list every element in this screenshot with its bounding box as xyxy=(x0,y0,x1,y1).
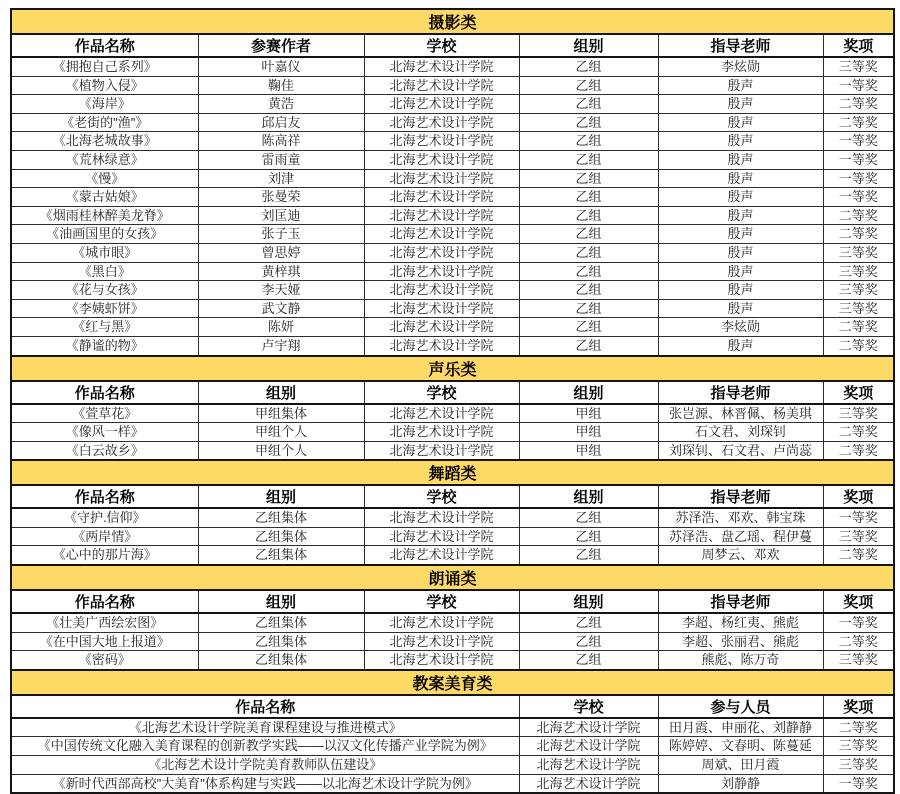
table-cell: 石文君、刘琛钊 xyxy=(658,423,823,442)
table-cell: 一等奖 xyxy=(823,188,894,207)
table-cell: 乙组 xyxy=(519,132,658,151)
table-cell: 二等奖 xyxy=(823,546,894,565)
table-cell: 北海艺术设计学院 xyxy=(364,132,519,151)
table-cell: 陈妍 xyxy=(198,318,364,337)
table-cell: 三等奖 xyxy=(823,651,894,670)
column-header: 参与人员 xyxy=(658,695,823,718)
table-row xyxy=(11,225,894,244)
table-cell: 《密码》 xyxy=(11,651,198,670)
table-cell: 北海艺术设计学院 xyxy=(364,651,519,670)
table-cell: 一等奖 xyxy=(823,169,894,188)
column-header: 作品名称 xyxy=(11,590,198,613)
table-cell: 《新时代西部高校"大美育"体系构建与实践——以北海艺术设计学院为例》 xyxy=(11,774,519,793)
column-header: 学校 xyxy=(364,590,519,613)
table-cell: 北海艺术设计学院 xyxy=(364,613,519,632)
table-cell: 乙组 xyxy=(519,613,658,632)
table-cell: 二等奖 xyxy=(823,225,894,244)
table-cell: 《两岸情》 xyxy=(11,527,198,546)
column-header: 奖项 xyxy=(823,695,894,718)
table-cell: 乙组集体 xyxy=(198,632,364,651)
table-cell: 田月霞、申丽花、刘静静 xyxy=(658,718,823,737)
column-header: 组别 xyxy=(198,590,364,613)
table-cell: 乙组 xyxy=(519,318,658,337)
column-header: 作品名称 xyxy=(11,485,198,508)
table-cell: 周梦云、邓欢 xyxy=(658,546,823,565)
column-header: 组别 xyxy=(198,381,364,404)
table-cell: 殷声 xyxy=(658,150,823,169)
table-row xyxy=(11,132,894,151)
table-cell: 北海艺术设计学院 xyxy=(364,150,519,169)
table-cell: 北海艺术设计学院 xyxy=(364,527,519,546)
table-row xyxy=(11,613,894,632)
table-cell: 甲组 xyxy=(519,441,658,460)
table-cell: 乙组集体 xyxy=(198,651,364,670)
table-cell: 三等奖 xyxy=(823,404,894,423)
awards-table-body xyxy=(11,9,894,793)
column-header: 作品名称 xyxy=(11,381,198,404)
table-cell: 熊彪、陈万奇 xyxy=(658,651,823,670)
table-cell: 叶嘉仪 xyxy=(198,57,364,76)
table-cell: 甲组个人 xyxy=(198,423,364,442)
table-cell: 三等奖 xyxy=(823,737,894,756)
table-cell: 乙组 xyxy=(519,150,658,169)
table-cell: 三等奖 xyxy=(823,243,894,262)
table-cell: 三等奖 xyxy=(823,281,894,300)
table-cell: 苏泽浩、邓欢、韩宝珠 xyxy=(658,508,823,527)
table-cell: 乙组 xyxy=(519,281,658,300)
table-cell: 殷声 xyxy=(658,169,823,188)
table-cell: 曾思婷 xyxy=(198,243,364,262)
column-header: 奖项 xyxy=(823,590,894,613)
table-cell: 三等奖 xyxy=(823,262,894,281)
section-title: 舞蹈类 xyxy=(11,460,894,485)
table-cell: 《植物入侵》 xyxy=(11,76,198,95)
table-cell: 《北海艺术设计学院美育教师队伍建设》 xyxy=(11,756,519,775)
table-cell: 《拥抱自己系列》 xyxy=(11,57,198,76)
table-cell: 甲组 xyxy=(519,423,658,442)
table-cell: 李炫勋 xyxy=(658,57,823,76)
column-header-row xyxy=(11,485,894,508)
table-cell: 北海艺术设计学院 xyxy=(364,262,519,281)
table-cell: 三等奖 xyxy=(823,527,894,546)
awards-table xyxy=(10,8,895,794)
section-band xyxy=(11,356,894,381)
table-cell: 北海艺术设计学院 xyxy=(364,188,519,207)
table-cell: 《萱草花》 xyxy=(11,404,198,423)
column-header: 学校 xyxy=(364,485,519,508)
column-header: 奖项 xyxy=(823,34,894,57)
table-cell: 殷声 xyxy=(658,206,823,225)
table-cell: 《黑白》 xyxy=(11,262,198,281)
table-cell: 雷雨童 xyxy=(198,150,364,169)
table-cell: 苏泽浩、盘乙瑶、程伊蔓 xyxy=(658,527,823,546)
table-cell: 二等奖 xyxy=(823,318,894,337)
table-row xyxy=(11,527,894,546)
table-cell: 《北海艺术设计学院美育课程建设与推进模式》 xyxy=(11,718,519,737)
table-cell: 殷声 xyxy=(658,113,823,132)
table-cell: 乙组集体 xyxy=(198,546,364,565)
table-cell: 一等奖 xyxy=(823,132,894,151)
section-title: 声乐类 xyxy=(11,356,894,381)
table-cell: 周斌、田月霞 xyxy=(658,756,823,775)
table-cell: 二等奖 xyxy=(823,423,894,442)
table-cell: 北海艺术设计学院 xyxy=(364,206,519,225)
table-row xyxy=(11,262,894,281)
column-header: 组别 xyxy=(519,381,658,404)
table-cell: 乙组 xyxy=(519,57,658,76)
table-cell: 李超、杨红夷、熊彪 xyxy=(658,613,823,632)
table-cell: 乙组集体 xyxy=(198,508,364,527)
table-cell: 《李姨虾饼》 xyxy=(11,299,198,318)
table-cell: 《中国传统文化融入美育课程的创新教学实践——以汉文化传播产业学院为例》 xyxy=(11,737,519,756)
table-cell: 乙组 xyxy=(519,546,658,565)
table-cell: 殷声 xyxy=(658,225,823,244)
table-cell: 北海艺术设计学院 xyxy=(364,632,519,651)
section-band xyxy=(11,670,894,695)
table-cell: 北海艺术设计学院 xyxy=(364,281,519,300)
table-cell: 二等奖 xyxy=(823,632,894,651)
table-cell: 二等奖 xyxy=(823,206,894,225)
table-row xyxy=(11,336,894,355)
table-row xyxy=(11,243,894,262)
table-row xyxy=(11,150,894,169)
column-header: 组别 xyxy=(519,34,658,57)
table-cell: 一等奖 xyxy=(823,76,894,95)
table-cell: 张岂源、林晋佩、杨美琪 xyxy=(658,404,823,423)
table-cell: 二等奖 xyxy=(823,113,894,132)
table-row xyxy=(11,113,894,132)
table-row xyxy=(11,57,894,76)
table-cell: 殷声 xyxy=(658,262,823,281)
column-header-row xyxy=(11,34,894,57)
table-cell: 《花与女孩》 xyxy=(11,281,198,300)
table-cell: 北海艺术设计学院 xyxy=(364,318,519,337)
table-cell: 乙组集体 xyxy=(198,527,364,546)
section-band xyxy=(11,460,894,485)
table-row xyxy=(11,169,894,188)
table-cell: 北海艺术设计学院 xyxy=(364,76,519,95)
table-cell: 《白云故乡》 xyxy=(11,441,198,460)
table-cell: 二等奖 xyxy=(823,718,894,737)
table-cell: 一等奖 xyxy=(823,508,894,527)
table-cell: 乙组 xyxy=(519,336,658,355)
table-cell: 殷声 xyxy=(658,336,823,355)
table-cell: 乙组 xyxy=(519,76,658,95)
table-cell: 乙组 xyxy=(519,95,658,114)
table-row xyxy=(11,404,894,423)
table-cell: 《油画国里的女孩》 xyxy=(11,225,198,244)
table-row xyxy=(11,318,894,337)
column-header: 组别 xyxy=(519,485,658,508)
table-cell: 北海艺术设计学院 xyxy=(364,243,519,262)
table-cell: 《烟雨桂林醉美龙脊》 xyxy=(11,206,198,225)
table-row xyxy=(11,546,894,565)
table-cell: 乙组 xyxy=(519,206,658,225)
table-cell: 《城市眼》 xyxy=(11,243,198,262)
column-header: 指导老师 xyxy=(658,381,823,404)
table-cell: 刘匡迪 xyxy=(198,206,364,225)
column-header: 奖项 xyxy=(823,485,894,508)
table-row xyxy=(11,76,894,95)
table-row xyxy=(11,756,894,775)
table-cell: 乙组 xyxy=(519,508,658,527)
table-cell: 《慢》 xyxy=(11,169,198,188)
table-cell: 北海艺术设计学院 xyxy=(519,774,658,793)
table-cell: 北海艺术设计学院 xyxy=(364,225,519,244)
table-cell: 北海艺术设计学院 xyxy=(364,95,519,114)
column-header: 作品名称 xyxy=(11,695,519,718)
table-cell: 殷声 xyxy=(658,188,823,207)
column-header-row xyxy=(11,590,894,613)
table-cell: 殷声 xyxy=(658,281,823,300)
table-cell: 《红与黑》 xyxy=(11,318,198,337)
table-cell: 乙组 xyxy=(519,225,658,244)
table-cell: 李炫勋 xyxy=(658,318,823,337)
table-cell: 北海艺术设计学院 xyxy=(364,113,519,132)
section-title: 教案美育类 xyxy=(11,670,894,695)
column-header: 作品名称 xyxy=(11,34,198,57)
table-cell: 《静谧的物》 xyxy=(11,336,198,355)
section-band xyxy=(11,9,894,34)
table-cell: 北海艺术设计学院 xyxy=(364,441,519,460)
table-cell: 二等奖 xyxy=(823,441,894,460)
table-row xyxy=(11,206,894,225)
table-cell: 陈高祥 xyxy=(198,132,364,151)
table-cell: 二等奖 xyxy=(823,95,894,114)
table-cell: 二等奖 xyxy=(823,336,894,355)
table-cell: 乙组 xyxy=(519,651,658,670)
table-cell: 乙组 xyxy=(519,527,658,546)
table-cell: 北海艺术设计学院 xyxy=(364,546,519,565)
table-cell: 《荒林绿意》 xyxy=(11,150,198,169)
table-cell: 北海艺术设计学院 xyxy=(519,718,658,737)
table-cell: 张曼荣 xyxy=(198,188,364,207)
table-cell: 李天娅 xyxy=(198,281,364,300)
column-header-row xyxy=(11,381,894,404)
table-cell: 《老街的"渔"》 xyxy=(11,113,198,132)
table-cell: 鞠佳 xyxy=(198,76,364,95)
table-cell: 陈婷婷、文春明、陈蔓延 xyxy=(658,737,823,756)
table-cell: 乙组 xyxy=(519,169,658,188)
table-cell: 北海艺术设计学院 xyxy=(364,423,519,442)
table-cell: 三等奖 xyxy=(823,756,894,775)
table-cell: 北海艺术设计学院 xyxy=(364,169,519,188)
table-cell: 一等奖 xyxy=(823,150,894,169)
table-cell: 甲组个人 xyxy=(198,441,364,460)
table-cell: 《海岸》 xyxy=(11,95,198,114)
column-header: 指导老师 xyxy=(658,485,823,508)
column-header: 学校 xyxy=(519,695,658,718)
table-cell: 殷声 xyxy=(658,299,823,318)
table-cell: 甲组 xyxy=(519,404,658,423)
table-row xyxy=(11,774,894,793)
column-header: 组别 xyxy=(519,590,658,613)
table-row xyxy=(11,423,894,442)
table-cell: 刘琛钊、石文君、卢尚蕊 xyxy=(658,441,823,460)
table-cell: 黄梓琪 xyxy=(198,262,364,281)
table-cell: 北海艺术设计学院 xyxy=(519,737,658,756)
table-cell: 乙组 xyxy=(519,262,658,281)
table-cell: 北海艺术设计学院 xyxy=(364,299,519,318)
table-row xyxy=(11,95,894,114)
table-row xyxy=(11,718,894,737)
table-cell: 《像风一样》 xyxy=(11,423,198,442)
column-header: 指导老师 xyxy=(658,590,823,613)
table-cell: 殷声 xyxy=(658,243,823,262)
table-cell: 乙组 xyxy=(519,632,658,651)
table-row xyxy=(11,508,894,527)
table-cell: 邱启友 xyxy=(198,113,364,132)
table-cell: 武文静 xyxy=(198,299,364,318)
table-row xyxy=(11,281,894,300)
column-header: 参赛作者 xyxy=(198,34,364,57)
table-cell: 北海艺术设计学院 xyxy=(364,508,519,527)
table-cell: 甲组集体 xyxy=(198,404,364,423)
table-cell: 《蒙古姑娘》 xyxy=(11,188,198,207)
table-cell: 三等奖 xyxy=(823,299,894,318)
column-header-row xyxy=(11,695,894,718)
column-header: 指导老师 xyxy=(658,34,823,57)
column-header: 学校 xyxy=(364,381,519,404)
table-cell: 一等奖 xyxy=(823,613,894,632)
section-title: 摄影类 xyxy=(11,9,894,34)
table-cell: 北海艺术设计学院 xyxy=(364,57,519,76)
table-cell: 黄浩 xyxy=(198,95,364,114)
table-row xyxy=(11,441,894,460)
table-cell: 北海艺术设计学院 xyxy=(364,404,519,423)
table-cell: 北海艺术设计学院 xyxy=(364,336,519,355)
table-cell: 乙组 xyxy=(519,243,658,262)
table-row xyxy=(11,299,894,318)
table-cell: 《守护.信仰》 xyxy=(11,508,198,527)
column-header: 组别 xyxy=(198,485,364,508)
table-cell: 殷声 xyxy=(658,76,823,95)
table-row xyxy=(11,737,894,756)
table-cell: 李超、张丽君、熊彪 xyxy=(658,632,823,651)
table-cell: 刘静静 xyxy=(658,774,823,793)
section-title: 朗诵类 xyxy=(11,565,894,590)
section-band xyxy=(11,565,894,590)
table-row xyxy=(11,632,894,651)
table-cell: 三等奖 xyxy=(823,57,894,76)
table-cell: 乙组 xyxy=(519,299,658,318)
table-cell: 北海艺术设计学院 xyxy=(519,756,658,775)
table-cell: 乙组 xyxy=(519,113,658,132)
table-cell: 《心中的那片海》 xyxy=(11,546,198,565)
column-header: 奖项 xyxy=(823,381,894,404)
table-cell: 刘津 xyxy=(198,169,364,188)
table-cell: 卢宇翔 xyxy=(198,336,364,355)
awards-table-container xyxy=(10,8,893,794)
table-cell: 《北海老城故事》 xyxy=(11,132,198,151)
table-cell: 殷声 xyxy=(658,95,823,114)
table-row xyxy=(11,188,894,207)
table-cell: 张子玉 xyxy=(198,225,364,244)
column-header: 学校 xyxy=(364,34,519,57)
table-row xyxy=(11,651,894,670)
table-cell: 乙组集体 xyxy=(198,613,364,632)
table-cell: 一等奖 xyxy=(823,774,894,793)
table-cell: 《在中国大地上报道》 xyxy=(11,632,198,651)
table-cell: 《壮美广西绘宏图》 xyxy=(11,613,198,632)
table-cell: 乙组 xyxy=(519,188,658,207)
table-cell: 殷声 xyxy=(658,132,823,151)
